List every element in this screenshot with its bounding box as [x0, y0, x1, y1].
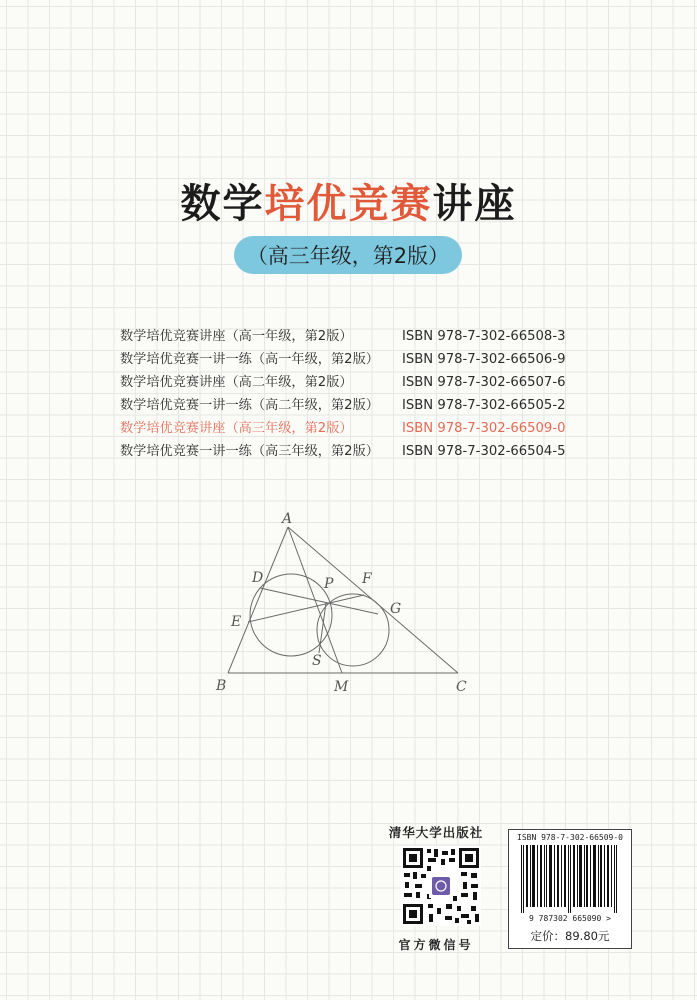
side-ab: [228, 527, 288, 673]
publisher-logo-icon: [432, 877, 450, 895]
series-book-row: [120, 440, 590, 463]
series-book-isbn: ISBN 978-7-302-66506-9: [402, 352, 566, 367]
label-d: D: [252, 570, 264, 586]
label-m: M: [334, 679, 349, 695]
series-book-row-current: [120, 417, 590, 440]
wechat-qr-code: [401, 846, 481, 926]
series-book-name: 数学培优竞赛讲座（高三年级，第2版）: [120, 421, 353, 436]
series-book-isbn: ISBN 978-7-302-66509-0: [402, 421, 566, 436]
series-book-name: 数学培优竞赛讲座（高二年级，第2版）: [120, 375, 353, 390]
label-e: E: [231, 614, 242, 630]
label-f: F: [362, 571, 372, 587]
geometry-figure: [200, 505, 490, 700]
barcode-isbn-text: ISBN 978-7-302-66509-0: [517, 833, 623, 842]
barcode-icon: [513, 845, 627, 913]
edition-subtitle-text: （高三年级，第2版）: [246, 244, 450, 268]
series-book-name: 数学培优竞赛一讲一练（高三年级，第2版）: [120, 444, 379, 459]
series-book-name: 数学培优竞赛一讲一练（高一年级，第2版）: [120, 352, 379, 367]
series-book-list: [120, 325, 590, 463]
label-p: P: [324, 576, 334, 592]
series-book-row: [120, 325, 590, 348]
series-book-isbn: ISBN 978-7-302-66507-6: [402, 375, 566, 390]
price-label: 定价：89.80元: [530, 929, 610, 943]
isbn-barcode-box: [508, 829, 632, 949]
series-book-row: [120, 394, 590, 417]
title-part-1: 数学: [180, 181, 265, 227]
wechat-label: 官方微信号: [398, 938, 474, 952]
series-book-name: 数学培优竞赛一讲一练（高二年级，第2版）: [120, 398, 379, 413]
series-book-row: [120, 348, 590, 371]
line-ef: [248, 595, 364, 622]
label-g: G: [390, 601, 402, 617]
series-book-name: 数学培优竞赛讲座（高一年级，第2版）: [120, 329, 353, 344]
series-book-isbn: ISBN 978-7-302-66508-3: [402, 329, 566, 344]
title-highlight: 培优竞赛: [264, 181, 433, 227]
edition-subtitle: [234, 236, 462, 274]
barcode-digits: 9 787302 665090 >: [529, 914, 611, 923]
book-title: [0, 172, 697, 229]
publisher-name: 清华大学出版社: [388, 825, 484, 840]
label-b: B: [216, 678, 227, 694]
label-a: A: [282, 511, 293, 527]
label-s: S: [312, 653, 322, 669]
series-book-isbn: ISBN 978-7-302-66504-5: [402, 444, 566, 459]
title-part-2: 讲座: [432, 181, 517, 227]
series-book-row: [120, 371, 590, 394]
circle-right: [317, 594, 389, 666]
label-c: C: [456, 679, 467, 695]
series-book-isbn: ISBN 978-7-302-66505-2: [402, 398, 566, 413]
